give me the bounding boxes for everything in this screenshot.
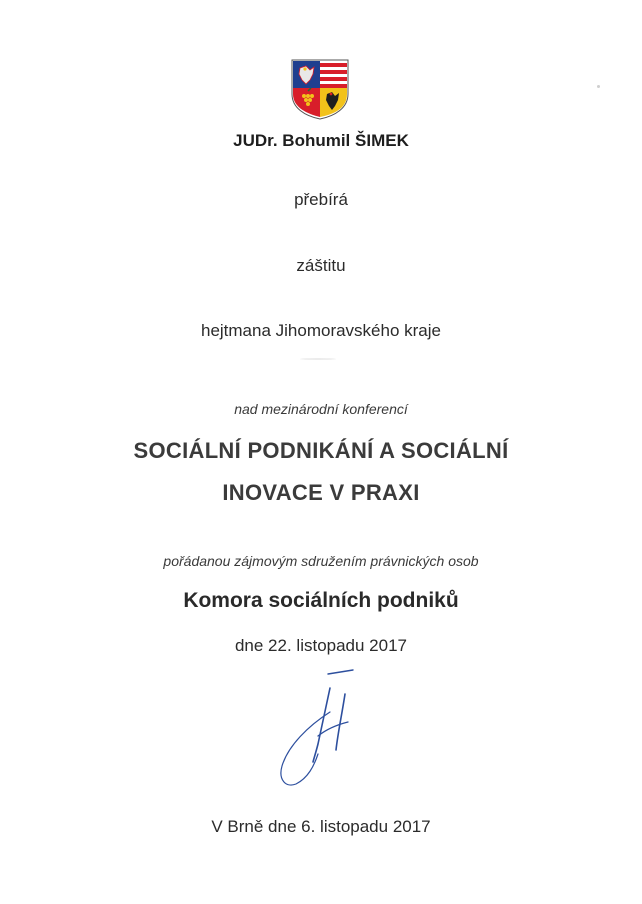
paper-speck	[597, 85, 600, 88]
patron-name: JUDr. Bohumil ŠIMEK	[233, 131, 409, 150]
signature-icon	[268, 666, 378, 796]
conference-title-line-2: INOVACE V PRAXI	[222, 480, 420, 505]
organizer-intro-text: pořádanou zájmovým sdružením právnických osob	[163, 553, 479, 569]
conference-title-line-1: SOCIÁLNÍ PODNIKÁNÍ A SOCIÁLNÍ	[133, 438, 509, 463]
governor-text: hejtmana Jihomoravského kraje	[200, 321, 441, 340]
organizer-name: Komora sociálních podniků	[183, 589, 459, 612]
patronage-text: záštitu	[296, 256, 346, 275]
event-date: dne 22. listopadu 2017	[234, 636, 408, 655]
conference-intro-text: nad mezinárodní konferencí	[234, 401, 408, 417]
paper-mark	[300, 358, 336, 360]
takes-over-text: přebírá	[294, 190, 348, 209]
coat-of-arms-icon	[290, 58, 350, 120]
place-and-date: V Brně dne 6. listopadu 2017	[211, 817, 431, 836]
